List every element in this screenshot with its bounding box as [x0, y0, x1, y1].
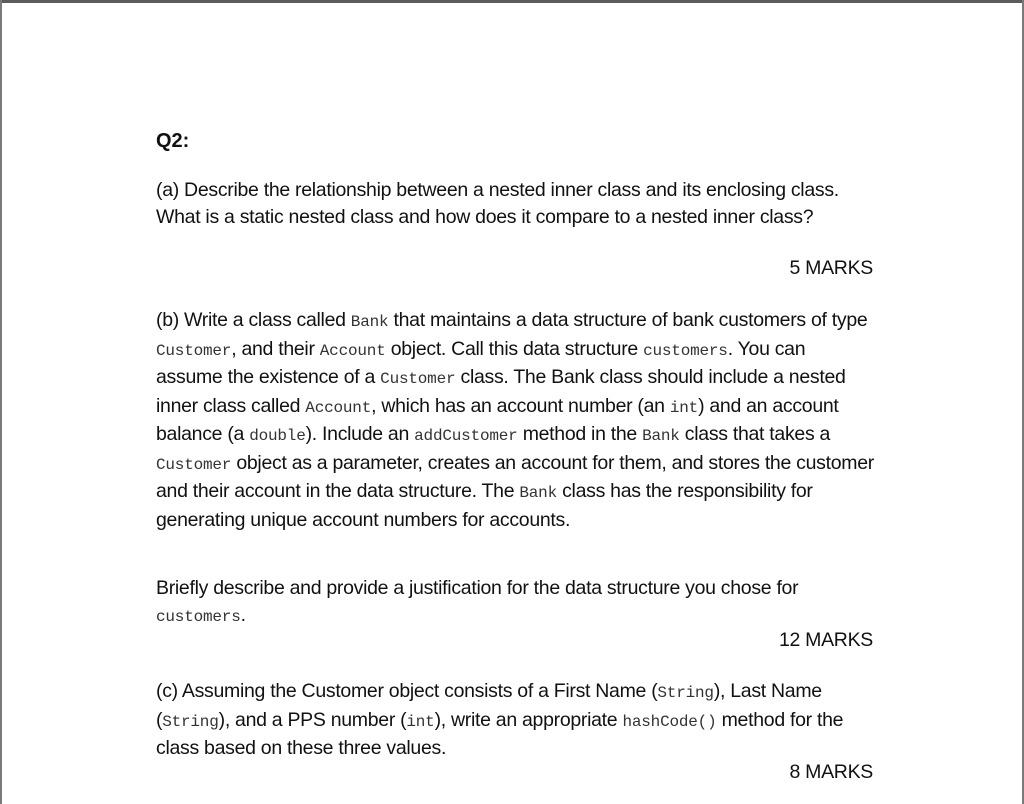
- window-top-border: [0, 0, 1024, 3]
- part-a-marks: 5 MARKS: [789, 257, 873, 279]
- text-run: (c) Assuming the Customer object consists of a First Name (: [156, 680, 658, 702]
- code-customer: Customer: [156, 341, 232, 360]
- window-left-border: [0, 0, 2, 804]
- code-addcustomer: addCustomer: [414, 427, 518, 445]
- text-run: method in the: [517, 423, 643, 445]
- code-customer: Customer: [156, 455, 232, 474]
- code-bank: Bank: [519, 484, 557, 502]
- text-run: (b) Write a class called: [156, 309, 351, 331]
- text-run: . You can assume the existence of a: [156, 337, 806, 388]
- part-c-marks: 8 MARKS: [789, 761, 873, 783]
- code-int: int: [669, 398, 699, 417]
- part-b-text: [156, 307, 876, 533]
- part-b-justification-text: [156, 575, 876, 630]
- text-run: ), write an appropriate: [434, 708, 623, 731]
- text-run: class that takes a: [679, 423, 831, 445]
- code-string: String: [162, 712, 219, 731]
- code-bank: Bank: [350, 313, 389, 331]
- code-account: Account: [319, 341, 386, 360]
- text-run: ), Last Name (: [156, 680, 822, 731]
- text-run: object. Call this data structure: [385, 337, 644, 360]
- text-run: class. The Bank class should include a nested inner class called: [156, 366, 846, 417]
- text-run: object as a parameter, creates an account for them, and stores the customer and their account in the data structure. The: [156, 451, 874, 502]
- code-hashcode: hashCode(): [622, 712, 717, 731]
- code-account: Account: [305, 398, 372, 417]
- text-run: ), and a PPS number (: [218, 708, 407, 731]
- code-customers: customers: [156, 607, 241, 626]
- text-run: , and their: [231, 337, 320, 360]
- part-c-text: [156, 678, 876, 762]
- text-run: ). Include an: [305, 423, 415, 445]
- code-string: String: [657, 684, 714, 702]
- code-bank: Bank: [642, 427, 680, 445]
- text-run: Briefly describe and provide a justification for the data structure you chose for: [156, 577, 799, 599]
- text-run: ) and an account balance (a: [156, 394, 839, 445]
- code-customers: customers: [643, 341, 728, 360]
- question-title: Q2:: [156, 130, 190, 152]
- text-run: , which has an account number (an: [371, 394, 670, 417]
- text-run: .: [240, 603, 246, 626]
- code-customer: Customer: [380, 370, 456, 388]
- text-run: class has the responsibility for generating unique account numbers for accounts.: [156, 480, 813, 531]
- code-double: double: [249, 427, 306, 445]
- part-b-marks: 12 MARKS: [778, 629, 873, 651]
- code-int: int: [406, 712, 435, 731]
- text-run: method for the class based on these three values.: [156, 708, 844, 759]
- part-a-text: (a) Describe the relationship between a nested inner class and its enclosing class. What is a static nested class and how does it compare to a nested inner class?: [156, 179, 839, 228]
- text-run: that maintains a data structure of bank customers of type: [388, 309, 868, 331]
